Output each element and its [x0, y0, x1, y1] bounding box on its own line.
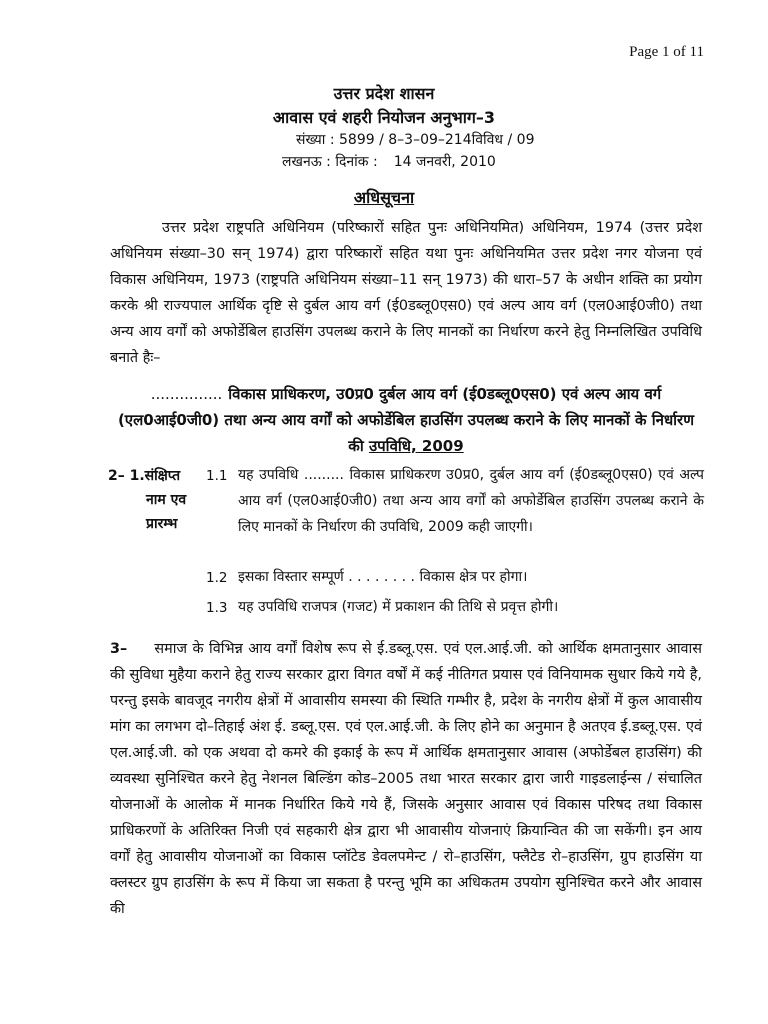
department-heading: आवास एवं शहरी नियोजन अनुभाग–3 [272, 108, 496, 127]
section-2-label-line1: 2– 1.संक्षिप्त [108, 468, 181, 484]
govt-heading: उत्तर प्रदेश शासन [333, 84, 435, 103]
clause-number: 1.2 [206, 570, 228, 586]
section-2-label [108, 464, 200, 536]
reference-number: संख्या : 5899 / 8–3–09–214विविध / 09 [296, 132, 535, 148]
subtitle-underlined: उपविधि, 2009 [368, 437, 464, 455]
clause-number: 1.3 [206, 600, 228, 616]
clause-text: यह उपविधि राजपत्र (गजट) में प्रकाशन की तिथि से प्रवृत्त होगी। [238, 599, 559, 615]
notification-date: 14 जनवरी, 2010 [393, 154, 496, 170]
subtitle-text: विकास प्राधिकरण, उ0प्र0 दुर्बल आय वर्ग (ई0डब्लू0एस0) एवं अल्प आय वर्ग (एल0आई0जी0) तथा अन्य आय वर्गों को अफोर्डेबिल हाउसिंग उपलब्ध कराने के लिए मानकों के निर्धारण की [117, 385, 695, 455]
place-date-label: लखनऊ : दिनांक : [282, 154, 378, 170]
page-number: Page 1 of 11 [629, 44, 704, 60]
subtitle-dots: ............... [150, 385, 223, 403]
clause-number: 1.1 [206, 468, 228, 484]
section-2-label-line2: नाम एव [146, 492, 187, 508]
section-3-text: समाज के विभिन्न आय वर्गों विशेष रूप से ई.डब्लू.एस. एवं एल.आई.जी. को आर्थिक क्षमतानुसार आवास की सुविधा मुहैया कराने हेतु राज्य सरकार द्वारा विगत वर्षों में कई नीतिगत प्रयास एवं विनियामक सुधार किये गये है, परन्तु इसके बावजूद नगरीय क्षेत्रों में आवासीय समस्या की स्थिति गम्भीर है, प्रदेश के नगरीय क्षेत्रों में कुल आवासीय मांग का लगभग दो–तिहाई अंश ई. डब्लू.एस. एवं एल.आई.जी. के लिए होने का अनुमान है अतएव ई.डब्लू.एस. एवं एल.आई.जी. को एक अथवा दो कमरे की इकाई के रूप में आर्थिक क्षमतानुसार आवास (अफोर्डेबल हाउसिंग) की व्यवस्था सुनिश्चित करने हेतु नेशनल बिल्डिंग कोड–2005 तथा भारत सरकार द्वारा जारी गाइडलाईन्स / संचालित योजनाओं के आलोक में मानक निर्धारित किये गये हैं, जिसके अनुसार आवास एवं विकास परिषद तथा विकास प्राधिकरणों के अतिरिक्त निजी एवं सहकारी क्षेत्र द्वारा भी आवासीय योजनाएं क्रियान्वित की जा सकेंगी। इन आय वर्गों हेतु आवासीय योजनाओं का विकास प्लॉटेड डेवलपमेन्ट / रो–हाउसिंग, फ्लैटेड रो–हाउसिंग, ग्रुप हाउसिंग या क्लस्टर ग्रुप हाउसिंग के रूप में किया जा सकता है परन्तु भूमि का अधिकतम उपयोग सुनिश्चित करने और आवास की [110, 641, 703, 917]
clause-text: यह उपविधि ......... विकास प्राधिकरण उ0प्र0, दुर्बल आय वर्ग (ई0डब्लू0एस0) एवं अल्प आय वर्ग (एल0आई0जी0) तथा अन्य आय वर्गों को अफोर्डेबिल हाउसिंग उपलब्ध कराने के लिए मानकों के निर्धारण की उपविधि, 2009 कही जाएगी। [238, 467, 704, 535]
section-2-label-line3: प्रारम्भ [146, 516, 178, 532]
bylaw-subtitle [108, 381, 704, 459]
section-3-paragraph [110, 636, 702, 922]
place-date-line [282, 152, 496, 171]
clause-text: इसका विस्तार सम्पूर्ण . . . . . . . . विकास क्षेत्र पर होगा। [238, 569, 528, 585]
document-title: अधिसूचना [353, 188, 415, 207]
intro-paragraph: उत्तर प्रदेश राष्ट्रपति अधिनियम (परिष्कारों सहित पुनः अधिनियमित) अधिनियम, 1974 (उत्तर प्रदेश अधिनियम संख्या–30 सन् 1974) द्वारा परिष्कारों सहित यथा पुनः अधिनियमित उत्तर प्रदेश नगर योजना एवं विकास अधिनियम, 1973 (राष्ट्रपति अधिनियम संख्या–11 सन् 1973) की धारा–57 के अधीन शक्ति का प्रयोग करके श्री राज्यपाल आर्थिक दृष्टि से दुर्बल आय वर्ग (ई0डब्लू0एस0) एवं अल्प आय वर्ग (एल0आई0जी0) तथा अन्य आय वर्गों को अफोर्डेबिल हाउसिंग उपलब्ध कराने के लिए मानकों का निर्धारण करने हेतु निम्नलिखित उपविधि बनाते हैः– [110, 220, 702, 366]
section-3-number: 3– [110, 641, 128, 657]
